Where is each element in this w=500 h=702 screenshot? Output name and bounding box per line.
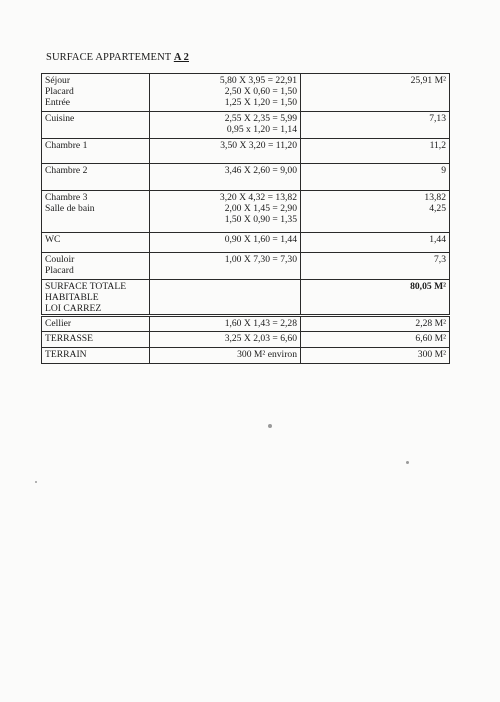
room-label-cell (42, 253, 150, 280)
calculation-cell-line: 1,25 X 1,20 = 1,50 (224, 97, 297, 108)
calculation-cell-line: 1,00 X 7,30 = 7,30 (224, 254, 297, 265)
table-row (42, 348, 450, 364)
room-label-cell (42, 332, 150, 348)
calculation-cell (150, 112, 301, 139)
room-label-cell (42, 139, 150, 164)
document-title (46, 52, 189, 63)
calculation-cell-line: 3,46 X 2,60 = 9,00 (224, 165, 297, 176)
calculation-cell (150, 332, 301, 348)
table-row (42, 253, 450, 280)
scan-speck (406, 461, 409, 464)
total-cell: 2,28 M² (301, 316, 450, 332)
room-label-cell-line: Séjour (45, 75, 71, 86)
room-label-cell-line: SURFACE TOTALE (45, 281, 127, 292)
room-label-cell (42, 74, 150, 112)
calculation-cell-line: 0,95 x 1,20 = 1,14 (226, 124, 297, 135)
surface-table (41, 73, 450, 364)
room-label-cell-line: Couloir (45, 254, 75, 265)
calculation-cell-line: 3,25 X 2,03 = 6,60 (224, 333, 297, 344)
room-label-cell-line: Entrée (45, 97, 71, 108)
calculation-cell-line: 3,50 X 3,20 = 11,20 (220, 140, 297, 151)
total-cell: 1,44 (301, 233, 450, 253)
total-cell-line: 13,82 (424, 192, 446, 203)
room-label-cell (42, 112, 150, 139)
calculation-cell-line: 1,60 X 1,43 = 2,28 (224, 318, 297, 329)
room-label-cell-line: Cellier (45, 318, 72, 329)
total-cell-line: 4,25 (429, 203, 446, 214)
calculation-cell (150, 280, 301, 316)
calculation-cell (150, 233, 301, 253)
table-row (42, 233, 450, 253)
calculation-cell (150, 139, 301, 164)
total-cell: 80,05 M² (301, 280, 450, 316)
room-label-cell-line: Chambre 2 (45, 165, 88, 176)
table-row (42, 164, 450, 191)
room-label-cell-line: TERRAIN (45, 349, 87, 360)
scan-speck (35, 481, 37, 483)
total-cell: 7,3 (301, 253, 450, 280)
table-row (42, 74, 450, 112)
calculation-cell-line: 5,80 X 3,95 = 22,91 (219, 75, 297, 86)
total-cell (301, 191, 450, 233)
total-cell: 7,13 (301, 112, 450, 139)
room-label-cell (42, 164, 150, 191)
room-label-cell-line: Chambre 3 (45, 192, 88, 203)
table-row (42, 332, 450, 348)
total-cell: 300 M² (301, 348, 450, 364)
calculation-cell-line: 2,50 X 0,60 = 1,50 (224, 86, 297, 97)
calculation-cell-line: 1,50 X 0,90 = 1,35 (224, 214, 297, 225)
title-prefix: SURFACE APPARTEMENT (46, 52, 172, 63)
calculation-cell (150, 191, 301, 233)
surface-table-body (42, 74, 450, 364)
room-label-cell-line: WC (45, 234, 61, 245)
room-label-cell (42, 316, 150, 332)
table-row (42, 280, 450, 316)
table-row (42, 112, 450, 139)
room-label-cell-line: Cuisine (45, 113, 75, 124)
room-label-cell (42, 348, 150, 364)
room-label-cell (42, 191, 150, 233)
total-cell: 9 (301, 164, 450, 191)
room-label-cell-line: Placard (45, 265, 74, 276)
calculation-cell (150, 164, 301, 191)
calculation-cell (150, 348, 301, 364)
room-label-cell-line: LOI CARREZ (45, 303, 102, 314)
room-label-cell (42, 233, 150, 253)
calculation-cell (150, 74, 301, 112)
total-cell: 11,2 (301, 139, 450, 164)
total-cell: 25,91 M² (301, 74, 450, 112)
table-row (42, 191, 450, 233)
total-cell: 6,60 M² (301, 332, 450, 348)
calculation-cell (150, 253, 301, 280)
calculation-cell-line: 2,00 X 1,45 = 2,90 (224, 203, 297, 214)
table-row (42, 139, 450, 164)
calculation-cell (150, 316, 301, 332)
calculation-cell-line: 3,20 X 4,32 = 13,82 (219, 192, 297, 203)
calculation-cell-line: 300 M² environ (237, 349, 297, 360)
room-label-cell-line: Chambre 1 (45, 140, 88, 151)
room-label-cell (42, 280, 150, 316)
table-row (42, 316, 450, 332)
title-suffix: A 2 (173, 52, 189, 63)
room-label-cell-line: TERRASSE (45, 333, 93, 344)
room-label-cell-line: Salle de bain (45, 203, 95, 214)
room-label-cell-line: Placard (45, 86, 74, 97)
calculation-cell-line: 2,55 X 2,35 = 5,99 (224, 113, 297, 124)
room-label-cell-line: HABITABLE (45, 292, 99, 303)
calculation-cell-line: 0,90 X 1,60 = 1,44 (224, 234, 297, 245)
scan-speck (268, 424, 272, 428)
